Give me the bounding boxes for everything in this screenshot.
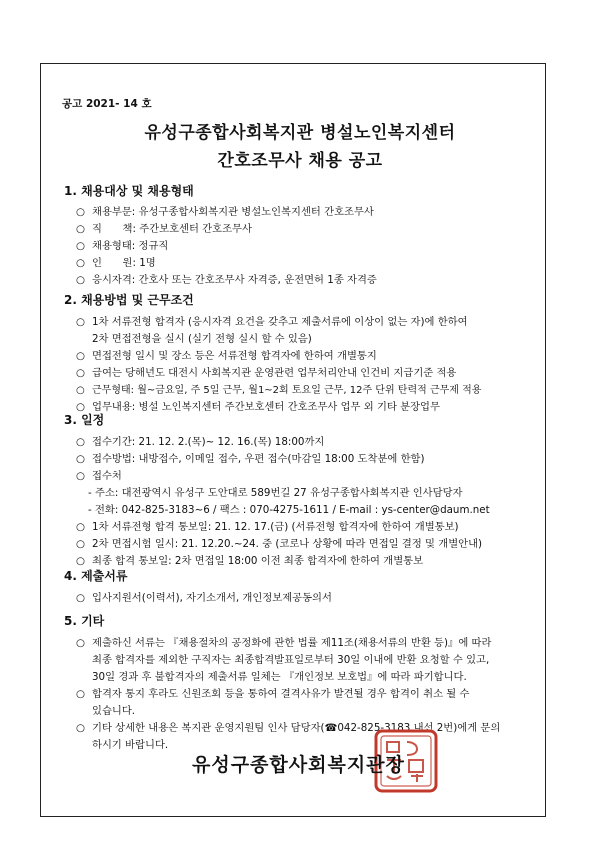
section-heading-5: 5. 기타 [64, 614, 105, 628]
list-item-continuation: 2차 면접전형을 실시 (실기 전형 실시 할 수 있음) [92, 333, 312, 345]
list-item: ○ 채용부문: 유성구종합사회복지관 병설노인복지센터 간호조무사 [76, 206, 374, 218]
notice-number: 공고 2021- 14 호 [62, 98, 152, 110]
title-line-2: 간호조무사 채용 공고 [217, 151, 383, 171]
bullet-icon: ○ [76, 350, 85, 362]
bullet-icon: ○ [76, 206, 85, 218]
bullet-icon: ○ [76, 470, 85, 482]
list-item: ○ 접수방법: 내방접수, 이메일 접수, 우편 접수(마감일 18:00 도착분에 한함) [76, 453, 425, 465]
bullet-icon: ○ [76, 521, 85, 533]
section-heading-1: 1. 채용대상 및 채용형태 [64, 184, 194, 198]
list-item: ○ 2차 면접시험 일시: 21. 12.20.~24. 중 (코로나 상황에 따라 면접일 결정 및 개별안내) [76, 538, 483, 550]
bullet-icon: ○ [76, 538, 85, 550]
bullet-icon: ○ [76, 257, 85, 269]
list-item: ○ 업무내용: 병설 노인복지센터 주간보호센터 간호조무사 업무 외 기타 분장업무 [76, 401, 440, 413]
section-heading-3: 3. 일정 [64, 413, 105, 427]
bullet-icon: ○ [76, 385, 85, 396]
list-item: ○ 합격자 통지 후라도 신원조회 등을 통하여 결격사유가 발견될 경우 합격이 취소 될 수 [76, 688, 470, 700]
list-item: ○ 접수처 [76, 470, 122, 482]
bullet-icon: ○ [76, 555, 85, 567]
list-item: ○ 기타 상세한 내용은 복지관 운영지원팀 인사 담당자(☎042-825-3183 내선 2번)에게 문의 [76, 722, 501, 734]
bullet-icon: ○ [76, 316, 85, 328]
list-item: ○ 제출하신 서류는 『채용절차의 공정화에 관한 법률 제11조(채용서류의 반환 등)』에 따라 [76, 637, 492, 649]
section-heading-4: 4. 제출서류 [64, 569, 128, 583]
contact-phone-email: - 전화: 042-825-3183~6 / 팩스 : 070-4275-1611 / E-mail : ys-center@daum.net [88, 504, 490, 516]
list-item: ○ 근무형태: 월~금요일, 주 5일 근무, 월1~2회 토요일 근무, 12주 단위 탄력적 근무제 적용 [76, 385, 482, 396]
list-item-continuation: 30일 경과 후 불합격자의 제출서류 일체는 『개인정보 보호법』에 따라 파기합니다. [92, 671, 467, 683]
issuer-signature: 유성구종합사회복지관장 [192, 754, 405, 776]
bullet-icon: ○ [76, 722, 85, 734]
list-item: ○ 직 책: 주간보호센터 간호조무사 [76, 223, 252, 235]
list-item: ○ 인 원: 1명 [76, 257, 156, 269]
contact-address: - 주소: 대전광역시 유성구 도안대로 589번길 27 유성구종합사회복지관 인사담당자 [88, 487, 463, 499]
list-item-continuation: 있습니다. [92, 705, 136, 717]
list-item: ○ 급여는 당해년도 대전시 사회복지관 운영관련 업무처리안내 인건비 지급기준 적용 [76, 367, 457, 379]
bullet-icon: ○ [76, 436, 85, 448]
bullet-icon: ○ [76, 367, 85, 379]
list-item: ○ 면접전형 일시 및 장소 등은 서류전형 합격자에 한하여 개별통지 [76, 350, 377, 362]
list-item-continuation: 하시기 바랍니다. [92, 739, 169, 751]
section-heading-2: 2. 채용방법 및 근무조건 [64, 293, 194, 307]
title-line-1: 유성구종합사회복지관 병설노인복지센터 [144, 123, 456, 143]
bullet-icon: ○ [76, 592, 85, 604]
bullet-icon: ○ [76, 240, 85, 252]
bullet-icon: ○ [76, 688, 85, 700]
bullet-icon: ○ [76, 401, 85, 413]
list-item: ○ 응시자격: 간호사 또는 간호조무사 자격증, 운전면허 1종 자격증 [76, 274, 377, 286]
bullet-icon: ○ [76, 274, 85, 286]
list-item-continuation: 최종 합격자를 제외한 구직자는 최종합격발표일로부터 30일 이내에 반환 요청할 수 있고, [92, 654, 490, 666]
bullet-icon: ○ [76, 223, 85, 235]
list-item: ○ 최종 합격 통보일: 2차 면접일 18:00 이전 최종 합격자에 한하여 개별통보 [76, 555, 424, 567]
list-item: ○ 1차 서류전형 합격자 (응시자격 요건을 갖추고 제출서류에 이상이 없는 자)에 한하여 [76, 316, 468, 328]
list-item: ○ 입사지원서(이력서), 자기소개서, 개인정보제공동의서 [76, 592, 332, 604]
bullet-icon: ○ [76, 637, 85, 649]
list-item: ○ 접수기간: 21. 12. 2.(목)~ 12. 16.(목) 18:00까지 [76, 436, 325, 448]
bullet-icon: ○ [76, 453, 85, 465]
list-item: ○ 1차 서류전형 합격 통보일: 21. 12. 17.(금) (서류전형 합격자에 한하여 개별통보) [76, 521, 459, 533]
list-item: ○ 채용형태: 정규직 [76, 240, 169, 252]
